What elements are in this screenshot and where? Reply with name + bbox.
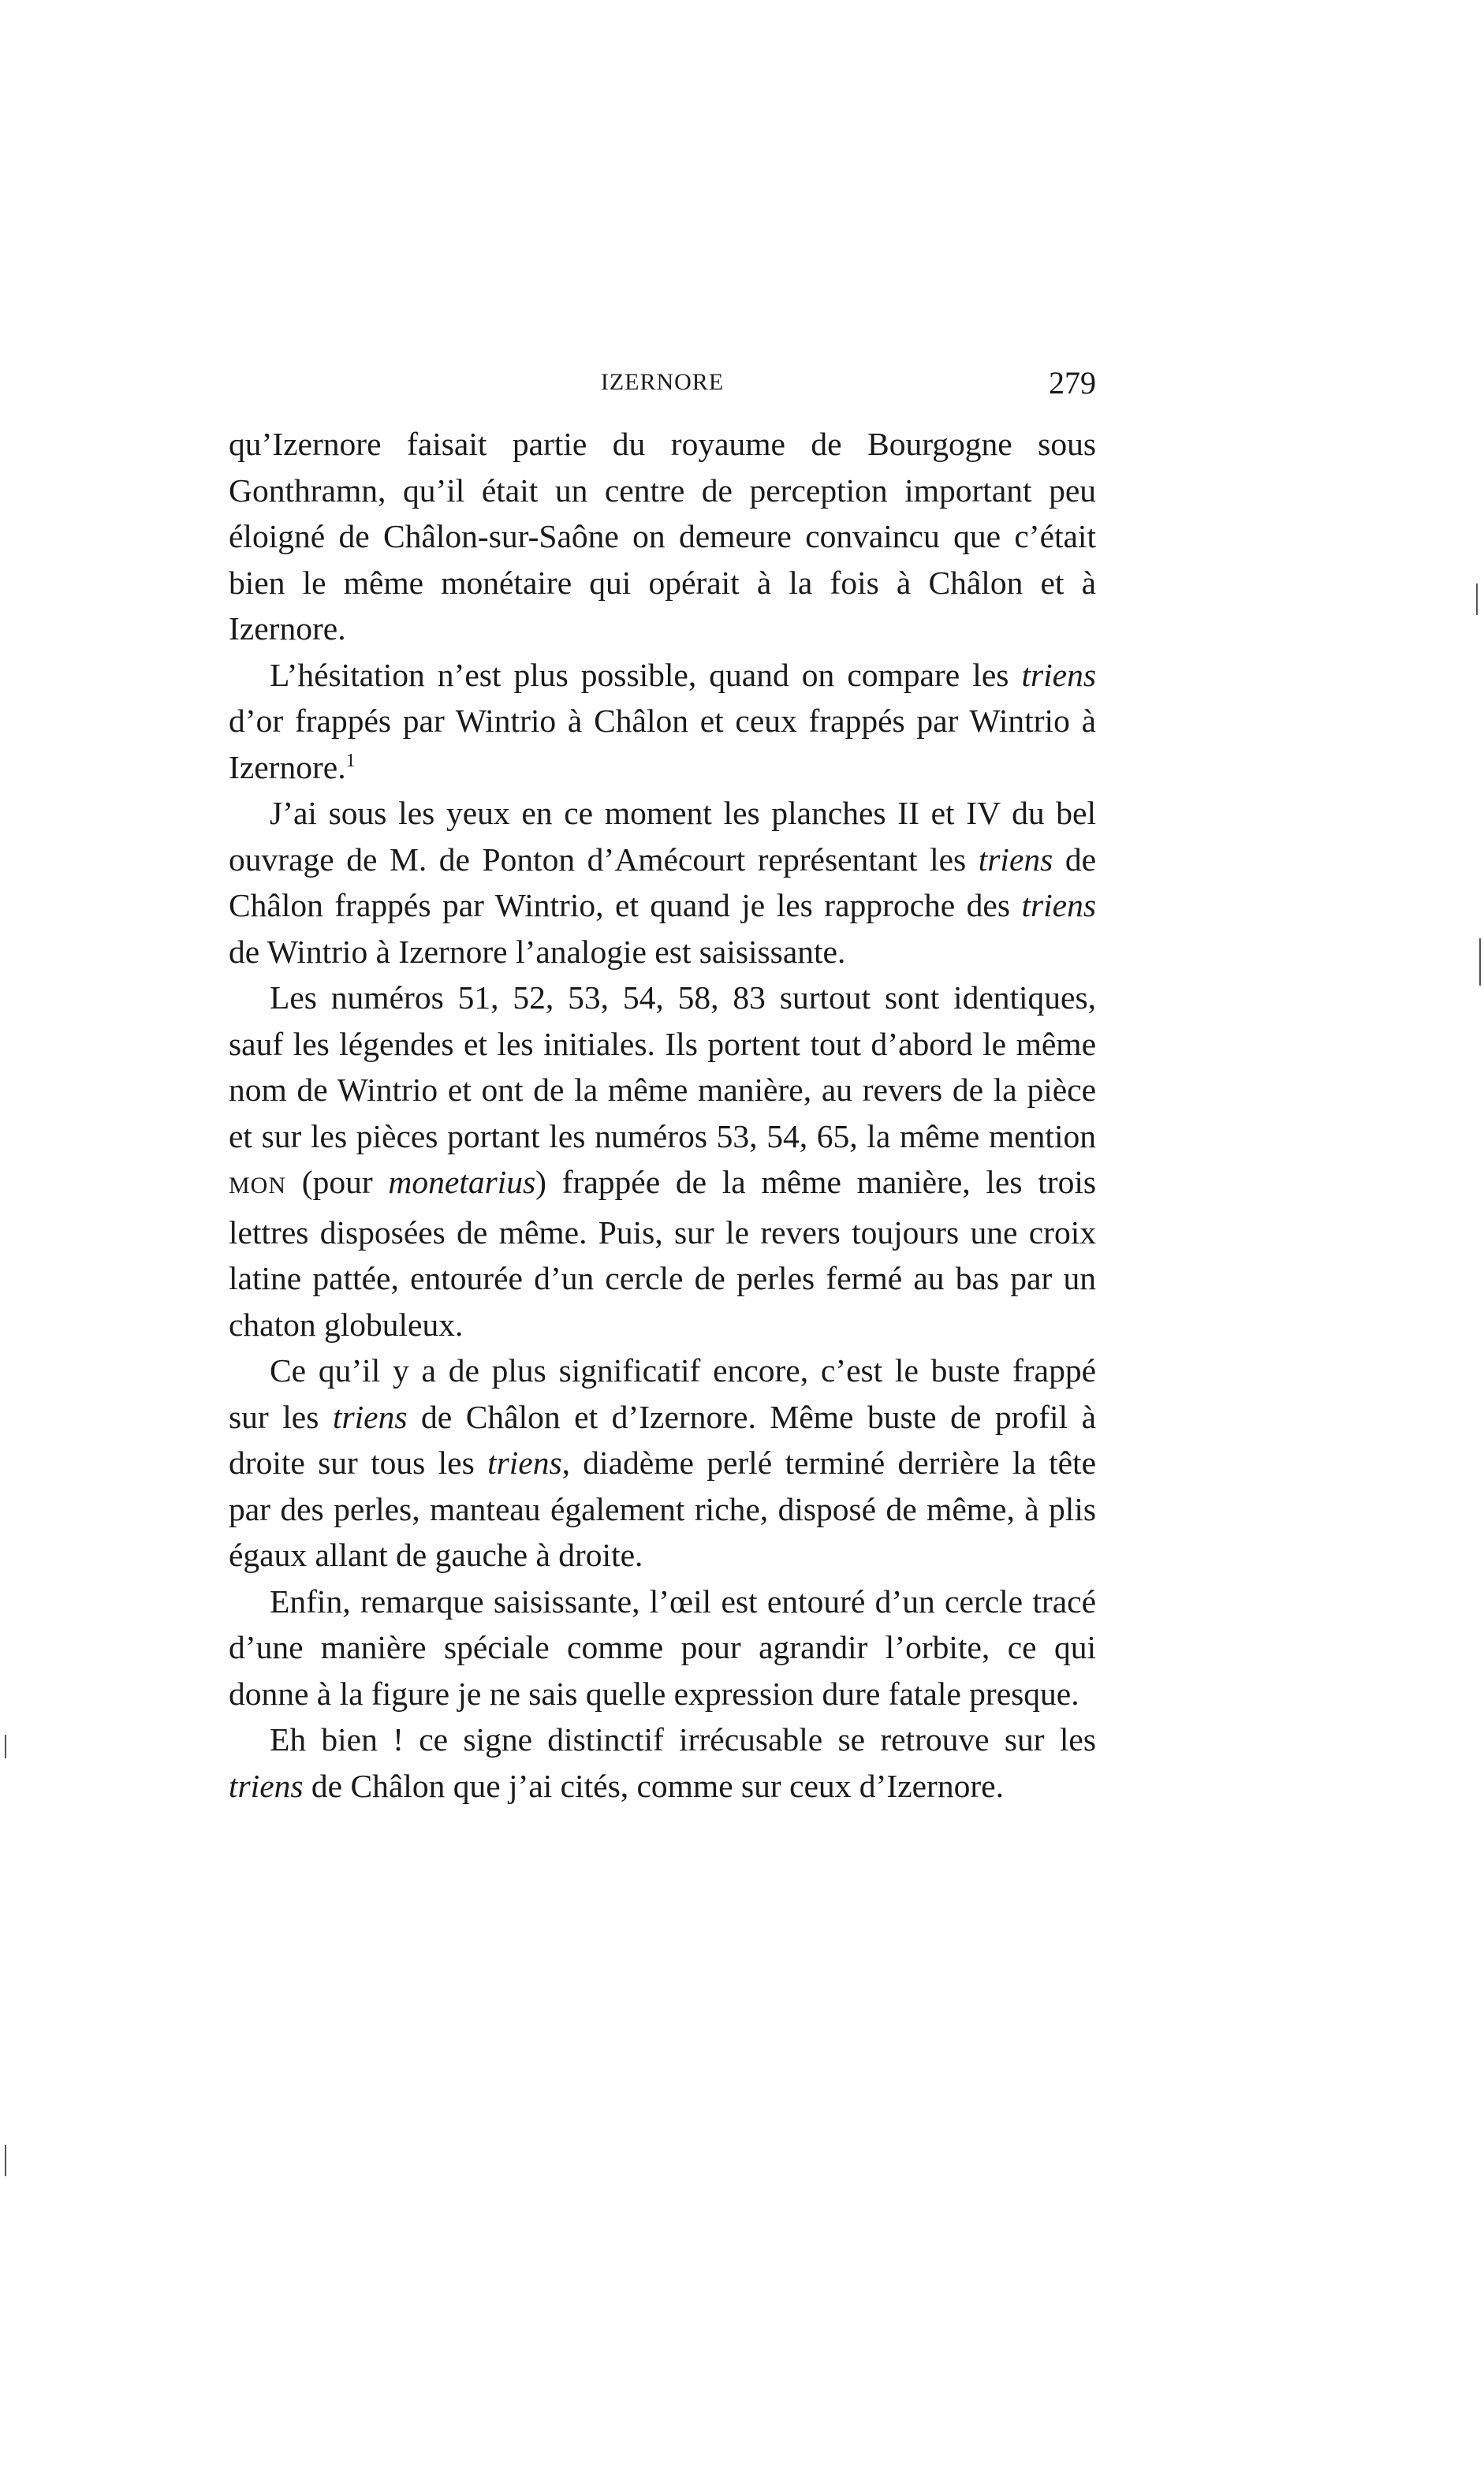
running-title: IZERNORE [600,369,725,395]
text-run: (pour [286,1164,389,1200]
paragraph [229,421,1096,652]
text-run: qu’Izernore faisait partie du royaume de Bourgogne sous Gonthramn, qu’il était un centre de perception important peu éloigné de Châlon-sur-Saône on demeure convaincu que c’était bien le même monétaire qui opérait à la fois à Châlon et à Izernore. [229,426,1096,647]
footnote-ref: 1 [345,750,356,771]
text-run: de Châlon frappés par Wintrio, et quand je les rapproche des [229,841,1096,923]
text-run: Eh bien ! ce signe distinctif irrécusable se retrouve sur les [270,1721,1096,1758]
italic-term: triens [332,1398,408,1435]
italic-term: monetarius [388,1164,536,1200]
text-run: ) frappée de la même manière, les trois lettres disposées de même. Puis, sur le revers toujours une croix latine pattée, entourée d’un cercle de perles fermé au bas par un chaton globuleux. [229,1164,1097,1343]
italic-term: triens [978,841,1053,878]
paragraph [229,1717,1096,1809]
italic-term: triens [1021,887,1096,923]
running-head [229,364,1096,412]
text-run: d’or frappés par Wintrio à Châlon et ceux frappés par Wintrio à Izernore. [229,703,1096,785]
italic-term: triens [487,1445,562,1481]
scan-speck [5,1735,6,1758]
paragraph [229,1579,1096,1717]
text-run: J’ai sous les yeux en ce moment les planches II et IV du bel ouvrage de M. de Ponton d’Amécourt représentant les [229,795,1096,878]
small-caps-term: MON [229,1172,287,1199]
text-run: Enfin, remarque saisissante, l’œil est entouré d’un cercle tracé d’une manière spéciale comme pour agrandir l’orbite, ce qui donne à la figure je ne sais quelle expression dure fatale presque. [229,1583,1096,1712]
text-run: L’hésitation n’est plus possible, quand on compare les [270,656,1022,693]
body-text [229,421,1096,1809]
scan-speck [5,2145,6,2176]
scan-speck [1479,938,1481,986]
scan-speck [1476,583,1478,615]
paragraph [229,975,1096,1348]
italic-term: triens [229,1767,304,1804]
text-run: de Châlon que j’ai cités, comme sur ceux d’Izernore. [303,1767,1004,1804]
paragraph [229,1348,1096,1579]
text-run: Ce qu’il y a de plus significatif encore, c’est le buste frappé sur les [229,1352,1096,1435]
text-run: de Châlon et d’Izernore. Même buste de profil à droite sur tous les [229,1398,1096,1481]
italic-term: triens [1021,656,1096,693]
paragraph [229,652,1096,791]
text-run: , diadème perlé terminé derrière la tête par des perles, manteau également riche, disposé de même, à plis égaux allant de gauche à droite. [229,1445,1096,1573]
text-run: Les numéros 51, 52, 53, 54, 58, 83 surtout sont identiques, sauf les légendes et les initiales. Ils portent tout d’abord le même nom de Wintrio et ont de la même manière, au revers de la pièce et sur les pièces portant les numéros 53, 54, 65, la même mention [229,979,1096,1154]
text-run: de Wintrio à Izernore l’analogie est saisissante. [229,933,846,970]
page-number: 279 [1049,365,1096,401]
paragraph [229,790,1096,975]
